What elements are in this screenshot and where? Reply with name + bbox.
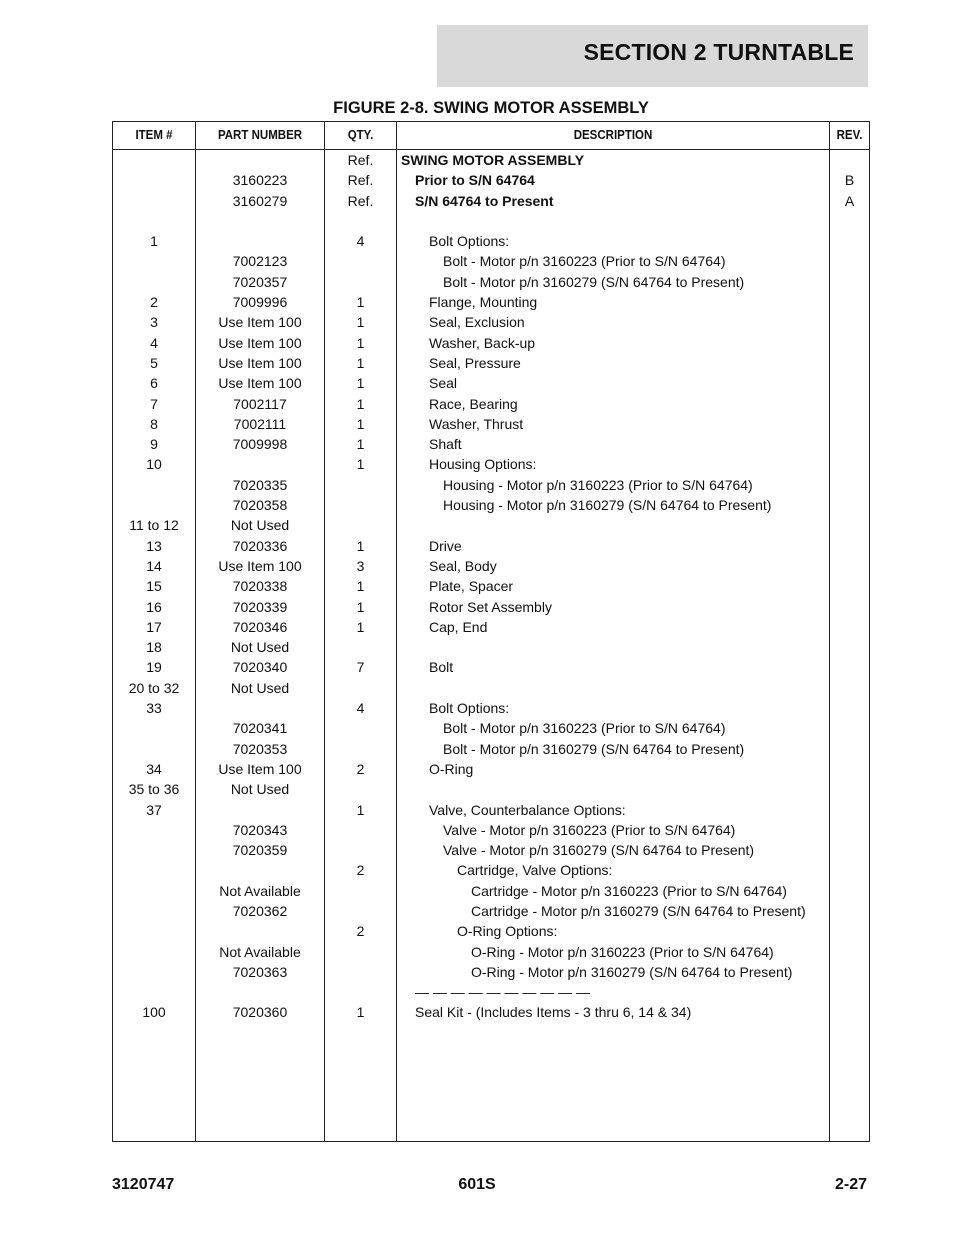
item-cell: 16 [146,598,162,615]
table-row [113,840,869,860]
description-cell: Cartridge, Valve Options: [457,862,613,879]
item-cell: 8 [150,415,158,432]
item-cell: 18 [146,639,162,656]
description-cell: Bolt - Motor p/n 3160223 (Prior to S/N 64764) [443,253,726,270]
description-cell: Cartridge - Motor p/n 3160279 (S/N 64764 to Present) [471,902,806,919]
qty-cell: 1 [356,598,365,615]
description-cell: Bolt - Motor p/n 3160279 (S/N 64764 to Present) [443,273,745,290]
table-row [113,251,869,271]
part-number-cell: 7020357 [232,273,288,290]
description-cell: Bolt [429,659,454,676]
table-row [113,150,869,170]
part-number-cell: 7002123 [232,253,288,270]
part-number-cell: 7020340 [232,659,288,676]
part-number-cell: Not Used [230,517,290,534]
part-number-cell: 7020358 [232,497,288,514]
footer-page-number: 2-27 [834,1176,867,1193]
item-cell: 7 [150,395,158,412]
description-cell: Seal, Body [429,557,497,574]
description-cell: Seal Kit - (Includes Items - 3 thru 6, 14 & 34) [415,1004,692,1021]
qty-cell: 2 [356,760,365,777]
qty-cell: 1 [356,354,365,371]
qty-cell: 1 [356,375,365,392]
qty-cell: 1 [356,395,365,412]
qty-cell: 1 [356,537,365,554]
description-cell: Seal, Pressure [429,354,521,371]
item-cell: 35 to 36 [128,781,180,798]
item-cell: 5 [150,354,158,371]
description-cell: Race, Bearing [429,395,518,412]
section-title: SECTION 2 TURNTABLE [583,39,854,65]
table-row [113,698,869,718]
part-number-cell: Not Used [230,679,290,696]
header-qty: QTY. [347,128,374,142]
table-row [113,191,869,211]
table-row [113,1002,869,1022]
item-cell: 11 to 12 [129,517,179,534]
item-cell: 13 [146,537,162,554]
description-cell: Washer, Back-up [429,334,536,351]
part-number-cell: Use Item 100 [218,354,302,371]
description-cell: Bolt Options: [429,233,510,250]
table-row [113,597,869,617]
part-number-cell: 3160279 [232,192,288,209]
qty-cell: 1 [356,334,365,351]
qty-cell: Ref. [347,192,374,209]
item-cell: 17 [146,618,162,635]
qty-cell: 1 [356,578,365,595]
table-row [113,312,869,332]
table-row [113,942,869,962]
table-row [113,921,869,941]
part-number-cell: Use Item 100 [218,334,302,351]
part-number-cell: 7020335 [232,476,288,493]
description-cell: — — — — — — — — — — [415,984,591,1001]
item-cell: 6 [150,375,158,392]
table-row [113,962,869,982]
part-number-cell: 7020336 [232,537,288,554]
description-cell: Cap, End [429,618,488,635]
qty-cell: 1 [356,314,365,331]
table-row [113,982,869,1002]
qty-cell: 1 [356,436,365,453]
qty-cell: 4 [356,700,365,717]
qty-cell: 2 [356,923,365,940]
table-row [113,820,869,840]
part-number-cell: Not Used [230,781,290,798]
part-number-cell: Not Available [219,882,301,899]
part-number-cell: 7002117 [233,395,287,412]
table-row [113,495,869,515]
table-row [113,617,869,637]
qty-cell: Ref. [347,172,374,189]
part-number-cell: 7002111 [233,415,287,432]
table-row [113,454,869,474]
qty-cell: 1 [356,801,365,818]
header-rev: REV. [836,128,863,142]
header-item: ITEM # [135,128,173,142]
table-row [113,678,869,698]
item-cell: 9 [150,436,158,453]
qty-cell: 1 [356,415,365,432]
table-row [113,576,869,596]
description-cell: Plate, Spacer [429,578,514,595]
table-row [113,657,869,677]
description-cell: Housing - Motor p/n 3160279 (S/N 64764 to Present) [443,497,772,514]
description-cell: Bolt Options: [429,700,510,717]
part-number-cell: 7020346 [232,618,288,635]
description-cell: O-Ring [429,760,474,777]
description-cell: Valve, Counterbalance Options: [429,801,626,818]
item-cell: 33 [146,700,162,717]
description-cell: Housing Options: [429,456,537,473]
qty-cell: 1 [356,1004,365,1021]
description-cell: Prior to S/N 64764 [415,172,535,189]
table-body [113,150,869,1023]
description-cell: O-Ring Options: [457,923,558,940]
qty-cell: 1 [356,456,365,473]
item-cell: 100 [142,1004,166,1021]
item-cell: 1 [150,233,158,250]
part-number-cell: 7020359 [232,842,288,859]
qty-cell: Ref. [347,152,374,168]
footer-doc-number: 3120747 [112,1176,175,1193]
description-cell: Valve - Motor p/n 3160223 (Prior to S/N 64764) [443,821,736,838]
table-row [113,394,869,414]
header-description: DESCRIPTION [573,128,653,142]
item-cell: 34 [146,760,162,777]
description-cell: O-Ring - Motor p/n 3160223 (Prior to S/N 64764) [471,943,774,960]
qty-cell: 3 [356,557,365,574]
part-number-cell: 7020339 [232,598,288,615]
table-row [113,901,869,921]
description-cell: Valve - Motor p/n 3160279 (S/N 64764 to Present) [443,842,755,859]
table-row [113,800,869,820]
table-row [113,353,869,373]
part-number-cell: 7020363 [232,963,288,980]
part-number-cell: 7020362 [232,902,288,919]
item-cell: 10 [146,456,162,473]
description-cell: Drive [429,537,462,554]
table-row [113,536,869,556]
table-row [113,779,869,799]
item-cell: 3 [150,314,158,331]
table-row [113,475,869,495]
table-row [113,272,869,292]
description-cell: Washer, Thrust [429,415,524,432]
description-cell: Shaft [429,436,462,453]
table-row [113,333,869,353]
item-cell: 4 [150,334,158,351]
table-row [113,373,869,393]
item-cell: 14 [146,557,162,574]
part-number-cell: 3160223 [232,172,288,189]
part-number-cell: Not Used [230,639,290,656]
description-cell: Flange, Mounting [429,294,538,311]
table-row [113,556,869,576]
item-cell: 20 to 32 [128,679,180,696]
table-row [113,637,869,657]
description-cell: Seal [429,375,458,392]
table-row [113,860,869,880]
qty-cell: 7 [356,659,365,676]
parts-table [112,121,870,1142]
description-cell: Bolt - Motor p/n 3160223 (Prior to S/N 64764) [443,720,726,737]
table-row [113,211,869,231]
item-cell: 37 [146,801,162,818]
part-number-cell: Use Item 100 [218,375,302,392]
description-cell: Housing - Motor p/n 3160223 (Prior to S/N 64764) [443,476,753,493]
description-cell: Rotor Set Assembly [429,598,552,615]
table-row [113,739,869,759]
figure-title: FIGURE 2-8. SWING MOTOR ASSEMBLY [333,99,649,117]
qty-cell: 1 [356,294,365,311]
part-number-cell: Use Item 100 [218,760,302,777]
footer-model: 601S [458,1176,496,1193]
part-number-cell: 7020338 [232,578,288,595]
part-number-cell: Use Item 100 [218,314,302,331]
part-number-cell: 7009998 [232,436,288,453]
part-number-cell: 7009996 [232,294,288,311]
table-row [113,515,869,535]
description-cell: Cartridge - Motor p/n 3160223 (Prior to S/N 64764) [471,882,787,899]
part-number-cell: 7020360 [232,1004,288,1021]
part-number-cell: 7020343 [232,821,288,838]
table-row [113,434,869,454]
table-row [113,414,869,434]
section-header [437,25,868,87]
description-cell: Bolt - Motor p/n 3160279 (S/N 64764 to Present) [443,740,745,757]
description-cell: S/N 64764 to Present [415,192,554,209]
table-row [113,292,869,312]
qty-cell: 1 [356,618,365,635]
qty-cell: 2 [356,862,365,879]
table-row [113,231,869,251]
item-cell: 15 [146,578,162,595]
item-cell: 19 [146,659,162,676]
part-number-cell: Use Item 100 [218,557,302,574]
header-part-number: PART NUMBER [217,128,303,142]
table-row [113,759,869,779]
table-row [113,170,869,190]
description-cell: SWING MOTOR ASSEMBLY [401,152,585,168]
rev-cell: A [844,192,855,209]
description-cell: Seal, Exclusion [429,314,525,331]
rev-cell: B [844,172,855,189]
part-number-cell: 7020341 [232,720,288,737]
qty-cell: 4 [356,233,365,250]
item-cell: 2 [150,294,158,311]
part-number-cell: 7020353 [232,740,288,757]
description-cell: O-Ring - Motor p/n 3160279 (S/N 64764 to Present) [471,963,793,980]
part-number-cell: Not Available [219,943,301,960]
table-row [113,718,869,738]
table-row [113,881,869,901]
